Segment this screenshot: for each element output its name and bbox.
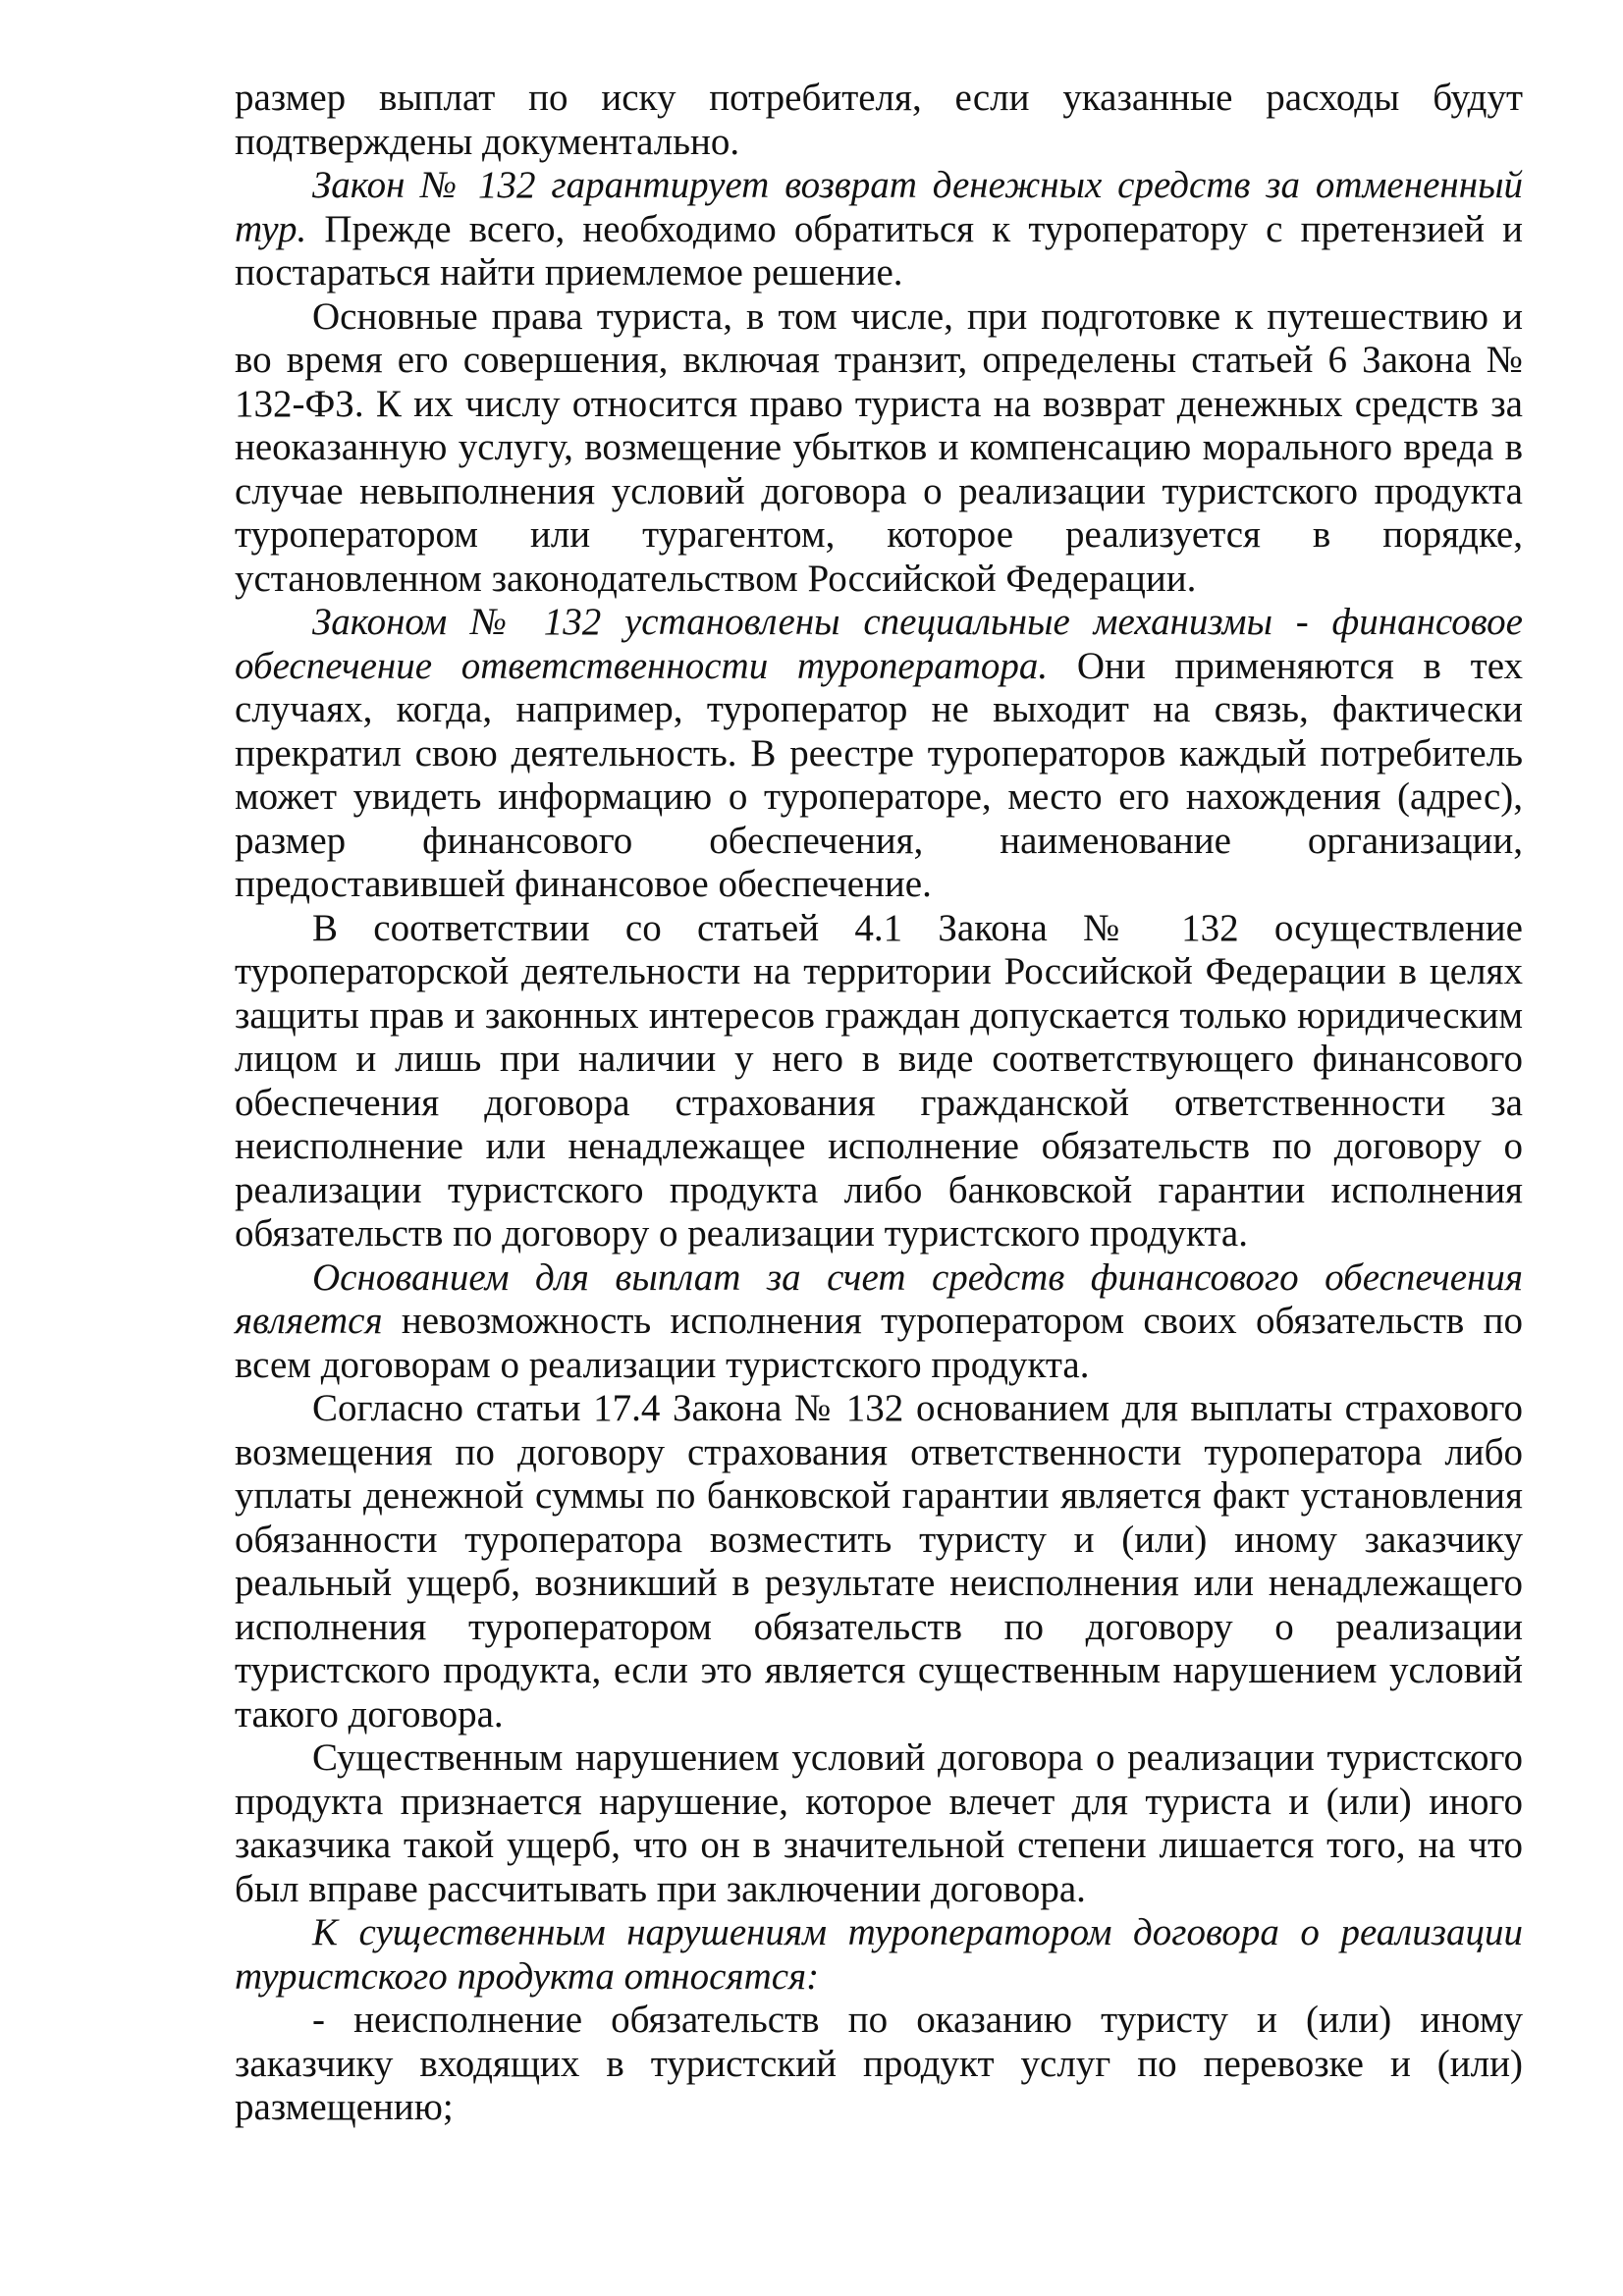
document-page [235, 77, 1523, 2130]
paragraph-2-text: Прежде всего, необходимо обратиться к туроператору с претензией и постараться найти приемлемое решение. [235, 207, 1523, 294]
paragraph-4-italic: Законом № 132 установлены специальные механизмы - финансовое обеспечение ответственности туроператора. [235, 601, 1523, 687]
paragraph-5-text: В соответствии со статьей 4.1 Закона № 132 осуществление туроператорской деятельности на территории Российской Федерации в целях защиты прав и законных интересов граждан допускается только юридическим лицом и лишь при наличии у него в виде соответствующего финансового обеспечения договора страхования гражданской ответственности за неисполнение или ненадлежащее исполнение обязательств по договору о реализации туристского продукта либо банковской гарантии исполнения обязательств по договору о реализации туристского продукта. [235, 906, 1523, 1255]
paragraph-3-text: Основные права туриста, в том числе, при подготовке к путешествию и во время его совершения, включая транзит, определены статьей 6 Закона № 132-ФЗ. К их числу относится право туриста на возврат денежных средств за неоказанную услугу, возмещение убытков и компенсацию морального вреда в случае невыполнения условий договора о реализации туристского продукта туроператором или турагентом, которое реализуется в порядке, установленном законодательством Российской Федерации. [235, 294, 1523, 600]
paragraph-9-italic: К существенным нарушениям туроператором договора о реализации туристского продукта относятся: [235, 1911, 1523, 1998]
paragraph-10 [235, 1999, 1523, 2130]
paragraph-6 [235, 1256, 1523, 1388]
paragraph-8-text: Существенным нарушением условий договора о реализации туристского продукта признается нарушение, которое влечет для туриста и (или) иного заказчика такой ущерб, что он в значительной степени лишается того, на что был вправе рассчитывать при заключении договора. [235, 1736, 1523, 1910]
paragraph-4-text: Они применяются в тех случаях, когда, например, туроператор не выходит на связь, фактически прекратил свою деятельность. В реестре туроператоров каждый потребитель может увидеть информацию о туроператоре, место его нахождения (адрес), размер финансового обеспечения, наименование организации, предоставившей финансовое обеспечение. [235, 644, 1523, 905]
paragraph-6-text: невозможность исполнения туроператором своих обязательств по всем договорам о реализации туристского продукта. [235, 1300, 1523, 1386]
paragraph-2-italic: Закон № 132 гарантирует возврат денежных средств за отмененный тур. [235, 164, 1523, 250]
paragraph-4 [235, 601, 1523, 907]
paragraph-8 [235, 1736, 1523, 1911]
paragraph-7-text: Согласно статьи 17.4 Закона № 132 основанием для выплаты страхового возмещения по договору страхования ответственности туроператора либо уплаты денежной суммы по банковской гарантии является факт установления обязанности туроператора возместить туристу и (или) иному заказчику реальный ущерб, возникший в результате неисполнения или ненадлежащего исполнения туроператором обязательств по договору о реализации туристского продукта, если это является существенным нарушением условий такого договора. [235, 1387, 1523, 1735]
paragraph-6-italic: Основанием для выплат за счет средств финансового обеспечения является [235, 1255, 1523, 1342]
paragraph-9 [235, 1911, 1523, 1999]
paragraph-7 [235, 1387, 1523, 1736]
paragraph-5 [235, 907, 1523, 1256]
paragraph-10-text: - неисполнение обязательств по оказанию туристу и (или) иному заказчику входящих в туристский продукт услуг по перевозке и (или) размещению; [235, 1999, 1523, 2128]
paragraph-2 [235, 164, 1523, 295]
paragraph-1-text: размер выплат по иску потребителя, если указанные расходы будут подтверждены документально. [235, 77, 1523, 163]
paragraph-1 [235, 77, 1523, 164]
paragraph-3 [235, 295, 1523, 602]
